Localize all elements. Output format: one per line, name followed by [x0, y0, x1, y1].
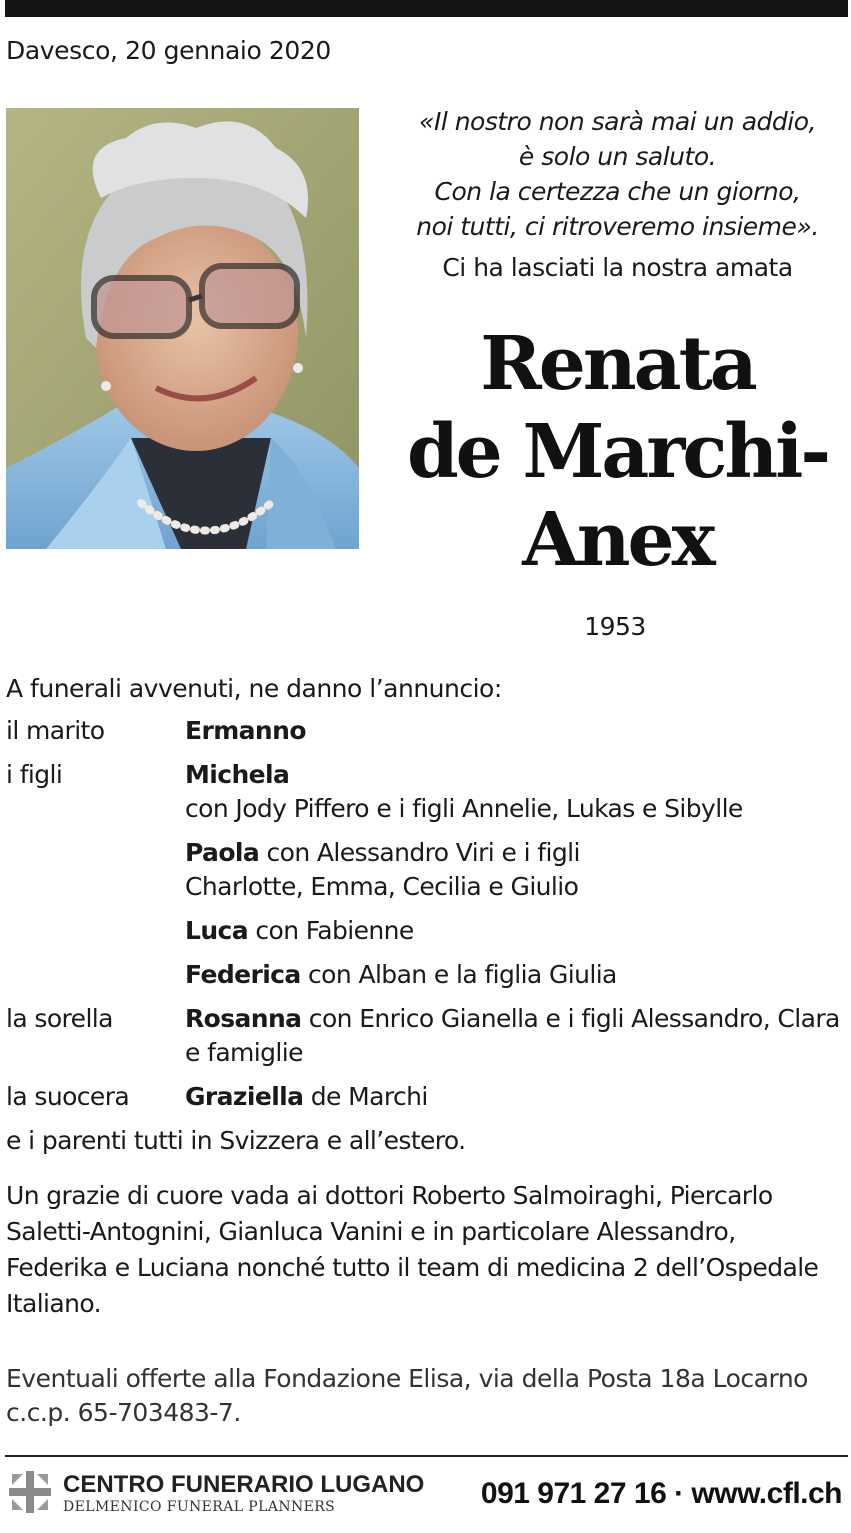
donations-line: Eventuali offerte alla Fondazione Elisa, via della Posta 18a Locarno: [6, 1364, 808, 1393]
relation-label: [6, 914, 185, 948]
quote-line: noi tutti, ci ritroveremo insieme».: [416, 212, 819, 241]
family-members: [185, 1080, 851, 1114]
relation-label: [6, 836, 185, 904]
relatives-line: e i parenti tutti in Svizzera e all’estero.: [6, 1126, 466, 1155]
donations-paragraph: [6, 1362, 846, 1430]
family-row: [6, 1080, 851, 1114]
deceased-name: [395, 320, 840, 584]
family-row: [6, 714, 851, 748]
member-name: Rosanna: [185, 1004, 302, 1033]
family-members: [185, 1002, 851, 1070]
footer-divider: [5, 1455, 848, 1457]
member-detail: con Alban e la figlia Giulia: [300, 960, 617, 989]
name-line: de Marchi-: [406, 409, 829, 495]
footer-subtitle: DELMENICO FUNERAL PLANNERS: [63, 1499, 336, 1515]
family-row: [6, 914, 851, 948]
member-name: Luca: [185, 916, 249, 945]
family-row: [6, 836, 851, 904]
place-date: Davesco, 20 gennaio 2020: [6, 36, 331, 65]
intro-text: Ci ha lasciati la nostra amata: [442, 253, 793, 282]
member-name: Paola: [185, 838, 260, 867]
member-name: Ermanno: [185, 716, 306, 745]
announcement-line: A funerali avvenuti, ne danno l’annuncio:: [6, 674, 502, 703]
thanks-line: Italiano.: [6, 1289, 101, 1318]
relation-label: la suocera: [6, 1082, 130, 1111]
family-row: [6, 758, 851, 826]
family-members: [185, 958, 851, 992]
quote-line: «Il nostro non sarà mai un addio,: [419, 107, 816, 136]
member-name: Graziella: [185, 1082, 304, 1111]
family-list: [6, 714, 851, 1158]
thanks-line: Saletti-Antognini, Gianluca Vanini e in particolare Alessandro,: [6, 1217, 736, 1246]
member-detail: con Alessandro Viri e i figli: [259, 838, 580, 867]
family-members: [185, 914, 851, 948]
name-line: Renata: [480, 321, 755, 407]
name-line: Anex: [522, 497, 713, 583]
thanks-line: Un grazie di cuore vada ai dottori Roberto Salmoiraghi, Piercarlo: [6, 1181, 773, 1210]
family-members: [185, 714, 851, 748]
family-members: [185, 836, 851, 904]
birth-year: 1953: [584, 612, 646, 641]
footer: [5, 1463, 848, 1523]
footer-brand: CENTRO FUNERARIO LUGANO: [63, 1471, 425, 1498]
member-name: Federica: [185, 960, 301, 989]
donations-line: c.c.p. 65-703483-7.: [6, 1398, 241, 1427]
member-detail: Charlotte, Emma, Cecilia e Giulio: [185, 872, 579, 901]
family-row: [6, 1002, 851, 1070]
quote-line: è solo un saluto.: [518, 142, 717, 171]
portrait-photo: [6, 108, 359, 549]
relation-label: [6, 958, 185, 992]
family-members: [185, 758, 851, 826]
member-detail: con Enrico Gianella e i figli Alessandro, Clara: [301, 1004, 840, 1033]
member-detail: con Fabienne: [248, 916, 414, 945]
top-rule: [5, 0, 848, 17]
cfl-logo-icon: [9, 1471, 51, 1513]
thanks-paragraph: [6, 1178, 846, 1322]
member-detail: de Marchi: [303, 1082, 428, 1111]
family-row: [6, 958, 851, 992]
thanks-line: Federika e Luciana nonché tutto il team di medicina 2 dell’Ospedale: [6, 1253, 819, 1282]
footer-contact: 091 971 27 16 · www.cfl.ch: [480, 1477, 842, 1510]
memorial-quote: [395, 104, 840, 244]
member-name: Michela: [185, 760, 290, 789]
relation-label: i figli: [6, 760, 63, 789]
member-detail: con Jody Piffero e i figli Annelie, Lukas e Sibylle: [185, 794, 743, 823]
relation-label: la sorella: [6, 1004, 113, 1033]
relation-label: il marito: [6, 716, 105, 745]
member-detail: e famiglie: [185, 1038, 303, 1067]
quote-line: Con la certezza che un giorno,: [434, 177, 801, 206]
